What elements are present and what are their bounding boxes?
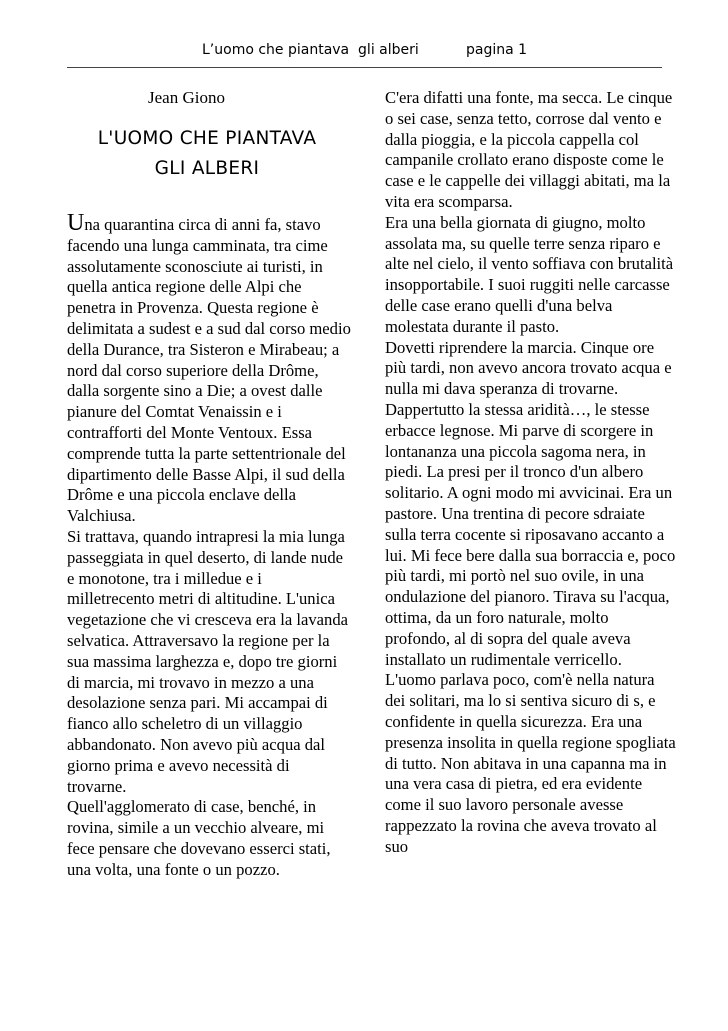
document-title (67, 124, 347, 184)
paragraph: Si trattava, quando intrapresi la mia lunga passeggiata in quel deserto, di lande nude e monotone, tra i milledue e i milletrecento metri di altitudine. L'unica vegetazione che vi cresceva era la lavanda selvatica. Attraversavo la regione per la sua massima larghezza e, dopo tre giorni di marcia, mi trovavo in mezzo a una desolazione senza pari. Mi accampai di fianco allo scheletro di un villaggio abbandonato. Non avevo più acqua dal giorno prima e avevo necessità di trovarne. (67, 526, 348, 796)
paragraph-text: na quarantina circa di anni fa, stavo facendo una lunga camminata, tra cime assolutamente sconosciute ai turisti, in quella antica regione delle Alpi che penetra in Provenza. Questa regione è delimitata a sudest e a sud dal corso medio della Durance, tra Sisteron e Mirabeau; a nord dal corso superiore della Drôme, dalla sorgente sino a Die; a ovest dalle pianure del Comtat Venaissin e i contrafforti del Monte Ventoux. Essa comprende tutta la parte settentrionale del dipartimento delle Basse Alpi, il sud della Drôme e una piccola enclave della Valchiusa. (67, 215, 351, 526)
paragraph: L'uomo parlava poco, com'è nella natura dei solitari, ma lo si sentiva sicuro di s, e confidente in quella sicurezza. Era una presenza insolita in quella regione spogliata di tutto. Non abitava in una capanna ma in una vera casa di pietra, ed era evidente come il suo lavoro personale avesse rappezzato la rovina che aveva trovato al suo (385, 670, 676, 856)
right-column (385, 88, 677, 857)
title-line-2: GLI ALBERI (154, 158, 260, 179)
drop-cap: U (67, 210, 85, 236)
title-line-1: L'UOMO CHE PIANTAVA (97, 128, 317, 149)
header-divider (67, 67, 662, 68)
paragraph: Era una bella giornata di giugno, molto assolata ma, su quelle terre senza riparo e alte nel cielo, il vento soffiava con brutalità insopportabile. I suoi ruggiti nelle carcasse delle case erano quelli d'una belva molestata durante il pasto. (385, 212, 674, 336)
paragraph: Quell'agglomerato di case, benché, in rovina, simile a un vecchio alveare, mi fece pensare che dovevano esserci stati, una volta, una fonte o un pozzo. (67, 797, 331, 879)
paragraph: C'era difatti una fonte, ma secca. Le cinque o sei case, senza tetto, corrose dal vento e dalla pioggia, e la piccola cappella col campanile crollato erano disposte come le case e le cappelle dei villaggi abitati, ma la vita era scomparsa. (385, 88, 673, 211)
paragraph: Dovetti riprendere la marcia. Cinque ore più tardi, non avevo ancora trovato acqua e nulla mi dava speranza di trovarne. Dappertutto la stessa aridità…, le stesse erbacce legnose. Mi parve di scorgere in lontananza una piccola sagoma nera, in piedi. La presi per il tronco d'un albero solitario. A ogni modo mi avvicinai. Era un pastore. Una trentina di pecore sdraiate sulla terra cocente si riposavano accanto a lui. Mi fece bere dalla sua borraccia e, poco più tardi, mi portò nel suo ovile, in una ondulazione del pianoro. Tirava su l'acqua, ottima, da un foro naturale, molto profondo, al di sopra del quale aveva installato un rudimentale verricello. (385, 337, 676, 669)
left-column (67, 210, 351, 881)
author-name: Jean Giono (148, 88, 225, 107)
header-page-number: pagina 1 (466, 42, 528, 58)
header-title: L’uomo che piantava gli alberi (202, 42, 419, 58)
page-header (0, 40, 728, 60)
paragraph (67, 210, 351, 527)
